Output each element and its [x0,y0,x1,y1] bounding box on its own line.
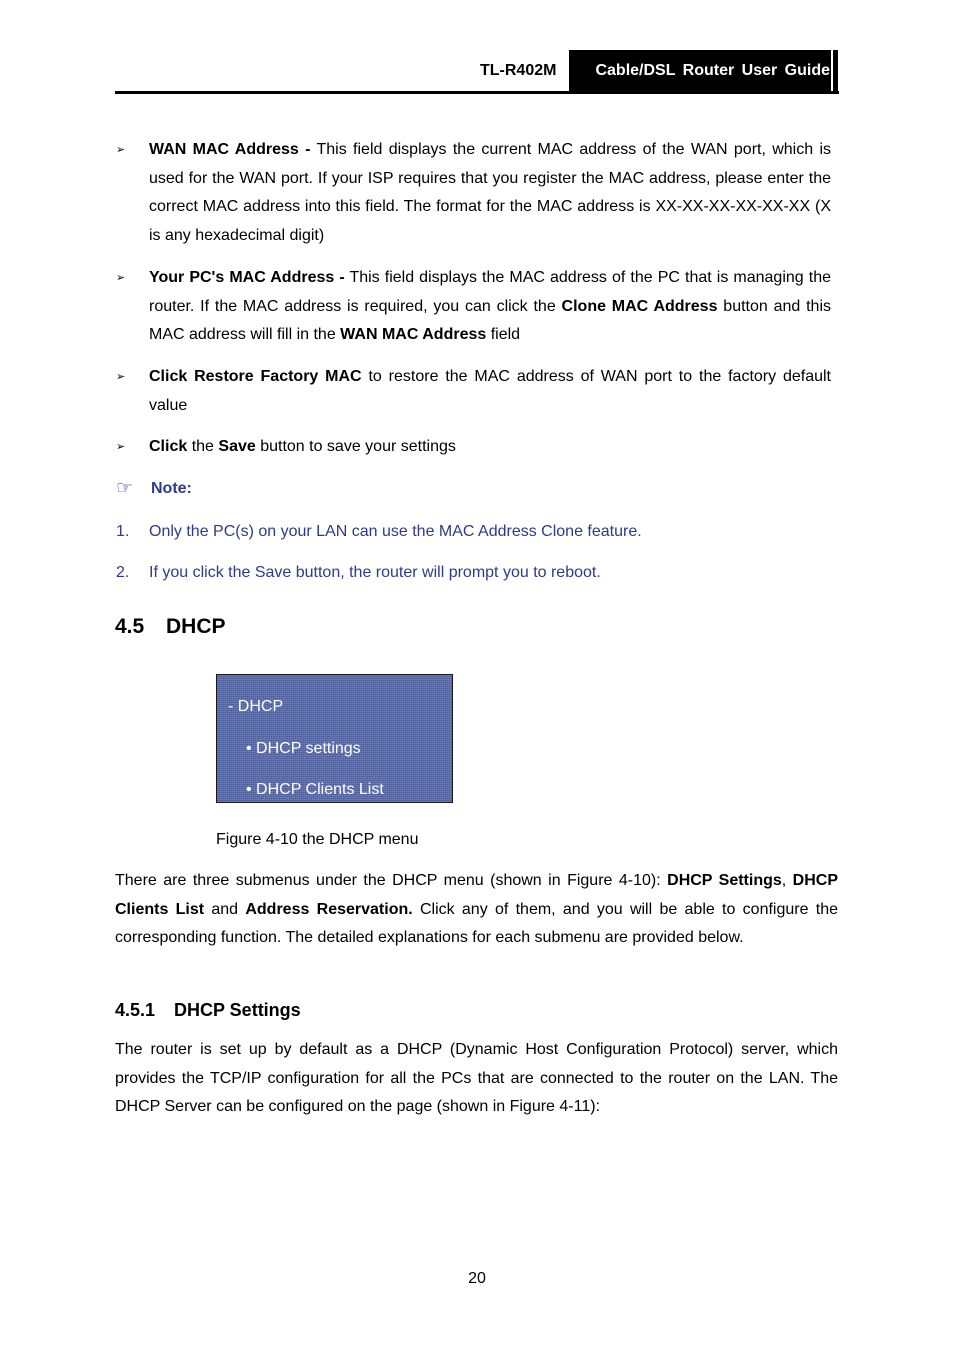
intro-text-2: , [781,872,793,889]
bullet-wan-mac [149,136,831,250]
menu-item-dhcp-clients-list[interactable]: • DHCP Clients List [246,781,384,798]
note-label: Note: [151,480,192,497]
dhcp-menu-figure [216,674,453,803]
menu-item-dhcp-settings[interactable]: • DHCP settings [246,740,361,757]
bullet-arrow-icon: ➢ [116,144,126,156]
page-number: 20 [468,1270,486,1287]
section-number: 4.5 [115,615,145,638]
pointing-hand-icon: ☞ [116,478,134,499]
subsection-number: 4.5.1 [115,1000,156,1020]
header-rule [115,91,839,94]
text-pc-mac-1: This field displays the MAC address of the PC that is managing the router. If the MAC address is required, you can click the [149,269,831,315]
intro-term-dhcp-settings: DHCP Settings [667,872,782,889]
subsection-heading [115,998,301,1022]
header-guide-text: Cable/DSL Router User Guide [595,62,830,79]
settings-paragraph: The router is set up by default as a DHCP (Dynamic Host Configuration Protocol) server, which provides the TCP/IP configuration for all the PCs that are connected to the router on the LAN. The DHCP Server can be configured on the page (shown in Figure 4-11): [115,1041,838,1116]
header-model: TL-R402M [480,62,557,79]
header-guide-title [569,50,831,92]
term-restore: Click Restore Factory MAC [149,368,362,385]
intro-term-clients-list: DHCP Clients List [115,872,839,918]
header-guide-box [569,50,831,92]
intro-paragraph [115,867,838,953]
text-pc-mac-2: button and this MAC address will fill in the [149,297,831,344]
menu-item-dhcp[interactable]: - DHCP [228,698,284,715]
term-wan-mac-field: WAN MAC Address [340,326,487,344]
term-save: Save [218,438,256,455]
bullet-restore [149,363,831,420]
intro-text-1: There are three submenus under the DHCP menu (shown in Figure 4-10): [115,872,668,889]
header-edge-bar [833,50,838,92]
note-item-text: Only the PC(s) on your LAN can use the MAC Address Clone feature. [149,523,642,540]
intro-term-address-reservation: Address Reservation. [245,900,413,918]
text-save-1: the [187,438,219,455]
bullet-pc-mac [149,264,831,350]
note-item-text: If you click the Save button, the router will prompt you to reboot. [149,564,601,581]
section-title: DHCP [166,615,226,638]
bullet-arrow-icon: ➢ [116,441,126,453]
section-heading [115,613,226,641]
text-restore: to restore the MAC address of WAN port to the factory default value [149,368,832,414]
term-click: Click [149,438,188,455]
text-save-2: button to save your settings [255,438,456,455]
intro-text-3: and [204,900,246,918]
intro-text-4: Click any of them, and you will be able to configure the corresponding function. The detailed explanations for each submenu are provided below. [115,900,839,947]
term-pc-mac: Your PC's MAC Address - [149,269,345,286]
subsection-title: DHCP Settings [174,1000,301,1020]
note-item-number: 1. [116,523,130,540]
figure-caption: Figure 4-10 the DHCP menu [216,831,419,848]
bullet-arrow-icon: ➢ [116,272,126,284]
bullet-arrow-icon: ➢ [116,371,126,383]
text-wan-mac: This field displays the current MAC address of the WAN port, which is used for the WAN port. If your ISP requires that you register the MAC address, please enter the correct MAC address into this field. The format for the MAC address is XX-XX-XX-XX-XX-XX (X is any hexadecimal digit) [149,141,832,244]
note-item-number: 2. [116,564,130,581]
bullet-save [149,433,831,462]
text-pc-mac-3: field [486,326,521,344]
term-clone-mac: Clone MAC Address [561,297,718,315]
term-wan-mac: WAN MAC Address - [149,141,311,158]
